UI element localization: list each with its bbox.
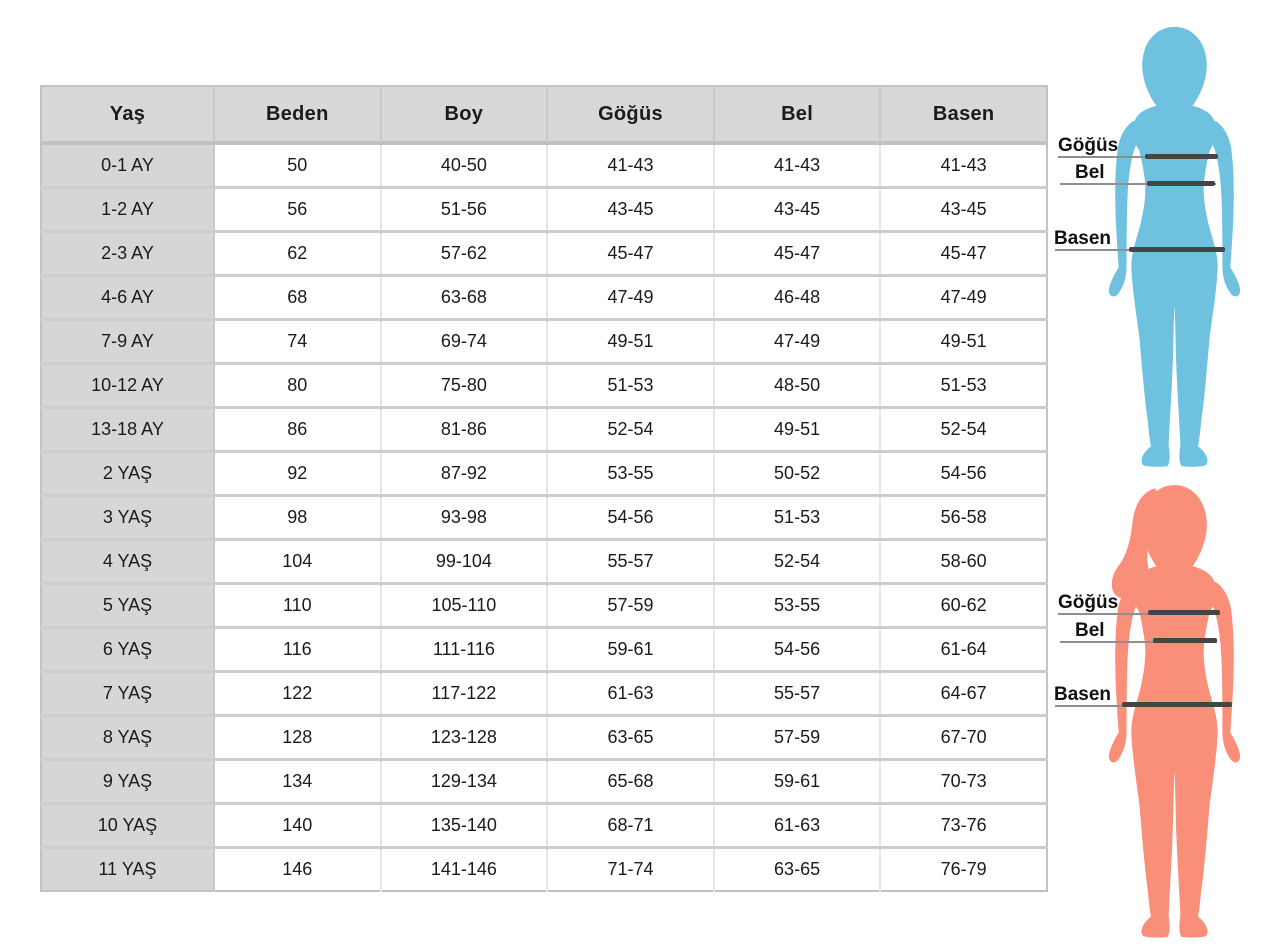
table-row	[41, 496, 1047, 540]
value-cell: 110	[214, 584, 381, 628]
value-cell: 64-67	[880, 672, 1047, 716]
value-cell: 134	[214, 760, 381, 804]
value-cell: 61-64	[880, 628, 1047, 672]
value-cell: 141-146	[381, 848, 548, 892]
value-cell: 63-68	[381, 276, 548, 320]
value-cell: 49-51	[547, 320, 714, 364]
value-cell: 71-74	[547, 848, 714, 892]
value-cell: 41-43	[547, 143, 714, 188]
value-cell: 81-86	[381, 408, 548, 452]
value-cell: 58-60	[880, 540, 1047, 584]
value-cell: 87-92	[381, 452, 548, 496]
value-cell: 73-76	[880, 804, 1047, 848]
value-cell: 67-70	[880, 716, 1047, 760]
value-cell: 70-73	[880, 760, 1047, 804]
girl-waist-label: Bel	[1075, 620, 1105, 641]
value-cell: 76-79	[880, 848, 1047, 892]
boy-waist-measure-line	[1147, 181, 1215, 186]
size-table-body	[41, 143, 1047, 891]
value-cell: 69-74	[381, 320, 548, 364]
column-header: Boy	[381, 86, 548, 143]
value-cell: 59-61	[547, 628, 714, 672]
age-cell: 1-2 AY	[41, 188, 214, 232]
value-cell: 48-50	[714, 364, 881, 408]
value-cell: 68	[214, 276, 381, 320]
value-cell: 54-56	[547, 496, 714, 540]
column-header: Bel	[714, 86, 881, 143]
value-cell: 50-52	[714, 452, 881, 496]
table-row	[41, 452, 1047, 496]
value-cell: 57-62	[381, 232, 548, 276]
header-row	[41, 86, 1047, 143]
girl-chest-label: Göğüs	[1058, 592, 1119, 613]
table-row	[41, 188, 1047, 232]
table-row	[41, 540, 1047, 584]
age-cell: 10-12 AY	[41, 364, 214, 408]
table-row	[41, 320, 1047, 364]
boy-chest-measure-line	[1145, 154, 1218, 159]
table-row	[41, 848, 1047, 892]
value-cell: 59-61	[714, 760, 881, 804]
value-cell: 56-58	[880, 496, 1047, 540]
value-cell: 93-98	[381, 496, 548, 540]
column-header: Beden	[214, 86, 381, 143]
value-cell: 53-55	[547, 452, 714, 496]
age-cell: 3 YAŞ	[41, 496, 214, 540]
value-cell: 57-59	[547, 584, 714, 628]
value-cell: 75-80	[381, 364, 548, 408]
table-row	[41, 408, 1047, 452]
table-row	[41, 804, 1047, 848]
age-cell: 10 YAŞ	[41, 804, 214, 848]
value-cell: 105-110	[381, 584, 548, 628]
value-cell: 47-49	[547, 276, 714, 320]
value-cell: 43-45	[880, 188, 1047, 232]
value-cell: 51-53	[880, 364, 1047, 408]
value-cell: 74	[214, 320, 381, 364]
value-cell: 52-54	[880, 408, 1047, 452]
value-cell: 128	[214, 716, 381, 760]
value-cell: 55-57	[547, 540, 714, 584]
value-cell: 49-51	[714, 408, 881, 452]
column-header: Göğüs	[547, 86, 714, 143]
boy-hip-measure-line	[1129, 247, 1225, 252]
value-cell: 129-134	[381, 760, 548, 804]
age-cell: 2 YAŞ	[41, 452, 214, 496]
value-cell: 63-65	[714, 848, 881, 892]
age-cell: 0-1 AY	[41, 143, 214, 188]
value-cell: 51-53	[714, 496, 881, 540]
value-cell: 41-43	[714, 143, 881, 188]
value-cell: 53-55	[714, 584, 881, 628]
table-row	[41, 716, 1047, 760]
value-cell: 61-63	[547, 672, 714, 716]
value-cell: 54-56	[714, 628, 881, 672]
value-cell: 80	[214, 364, 381, 408]
value-cell: 92	[214, 452, 381, 496]
value-cell: 50	[214, 143, 381, 188]
table-row	[41, 143, 1047, 188]
value-cell: 41-43	[880, 143, 1047, 188]
girl-waist-measure-line	[1153, 638, 1217, 643]
age-cell: 13-18 AY	[41, 408, 214, 452]
value-cell: 60-62	[880, 584, 1047, 628]
value-cell: 99-104	[381, 540, 548, 584]
value-cell: 47-49	[714, 320, 881, 364]
table-row	[41, 760, 1047, 804]
table-row	[41, 672, 1047, 716]
value-cell: 46-48	[714, 276, 881, 320]
girl-hip-label: Basen	[1054, 684, 1112, 705]
age-cell: 9 YAŞ	[41, 760, 214, 804]
age-cell: 4-6 AY	[41, 276, 214, 320]
female-silhouette	[1062, 476, 1280, 944]
value-cell: 135-140	[381, 804, 548, 848]
age-cell: 5 YAŞ	[41, 584, 214, 628]
value-cell: 47-49	[880, 276, 1047, 320]
value-cell: 63-65	[547, 716, 714, 760]
boy-chest-label: Göğüs	[1058, 135, 1119, 156]
value-cell: 98	[214, 496, 381, 540]
table-row	[41, 276, 1047, 320]
age-cell: 7-9 AY	[41, 320, 214, 364]
age-cell: 2-3 AY	[41, 232, 214, 276]
value-cell: 55-57	[714, 672, 881, 716]
value-cell: 104	[214, 540, 381, 584]
value-cell: 140	[214, 804, 381, 848]
age-cell: 7 YAŞ	[41, 672, 214, 716]
table-row	[41, 364, 1047, 408]
value-cell: 65-68	[547, 760, 714, 804]
value-cell: 49-51	[880, 320, 1047, 364]
value-cell: 122	[214, 672, 381, 716]
girl-chest-measure-line	[1148, 610, 1220, 615]
value-cell: 111-116	[381, 628, 548, 672]
value-cell: 45-47	[714, 232, 881, 276]
girl-hip-measure-line	[1122, 702, 1232, 707]
value-cell: 123-128	[381, 716, 548, 760]
value-cell: 62	[214, 232, 381, 276]
column-header: Basen	[880, 86, 1047, 143]
value-cell: 45-47	[547, 232, 714, 276]
size-table	[40, 85, 1048, 892]
value-cell: 68-71	[547, 804, 714, 848]
value-cell: 43-45	[547, 188, 714, 232]
value-cell: 54-56	[880, 452, 1047, 496]
value-cell: 51-56	[381, 188, 548, 232]
value-cell: 40-50	[381, 143, 548, 188]
value-cell: 56	[214, 188, 381, 232]
age-cell: 4 YAŞ	[41, 540, 214, 584]
value-cell: 116	[214, 628, 381, 672]
table-row	[41, 628, 1047, 672]
value-cell: 86	[214, 408, 381, 452]
age-cell: 6 YAŞ	[41, 628, 214, 672]
value-cell: 52-54	[547, 408, 714, 452]
value-cell: 61-63	[714, 804, 881, 848]
value-cell: 51-53	[547, 364, 714, 408]
value-cell: 45-47	[880, 232, 1047, 276]
table-row	[41, 232, 1047, 276]
size-table-header	[41, 86, 1047, 143]
column-header: Yaş	[41, 86, 214, 143]
boy-hip-label: Basen	[1054, 228, 1112, 249]
value-cell: 146	[214, 848, 381, 892]
age-cell: 11 YAŞ	[41, 848, 214, 892]
value-cell: 57-59	[714, 716, 881, 760]
age-cell: 8 YAŞ	[41, 716, 214, 760]
value-cell: 43-45	[714, 188, 881, 232]
female-silhouette-icon	[1062, 476, 1280, 944]
table-row	[41, 584, 1047, 628]
boy-waist-label: Bel	[1075, 162, 1105, 183]
value-cell: 117-122	[381, 672, 548, 716]
value-cell: 52-54	[714, 540, 881, 584]
